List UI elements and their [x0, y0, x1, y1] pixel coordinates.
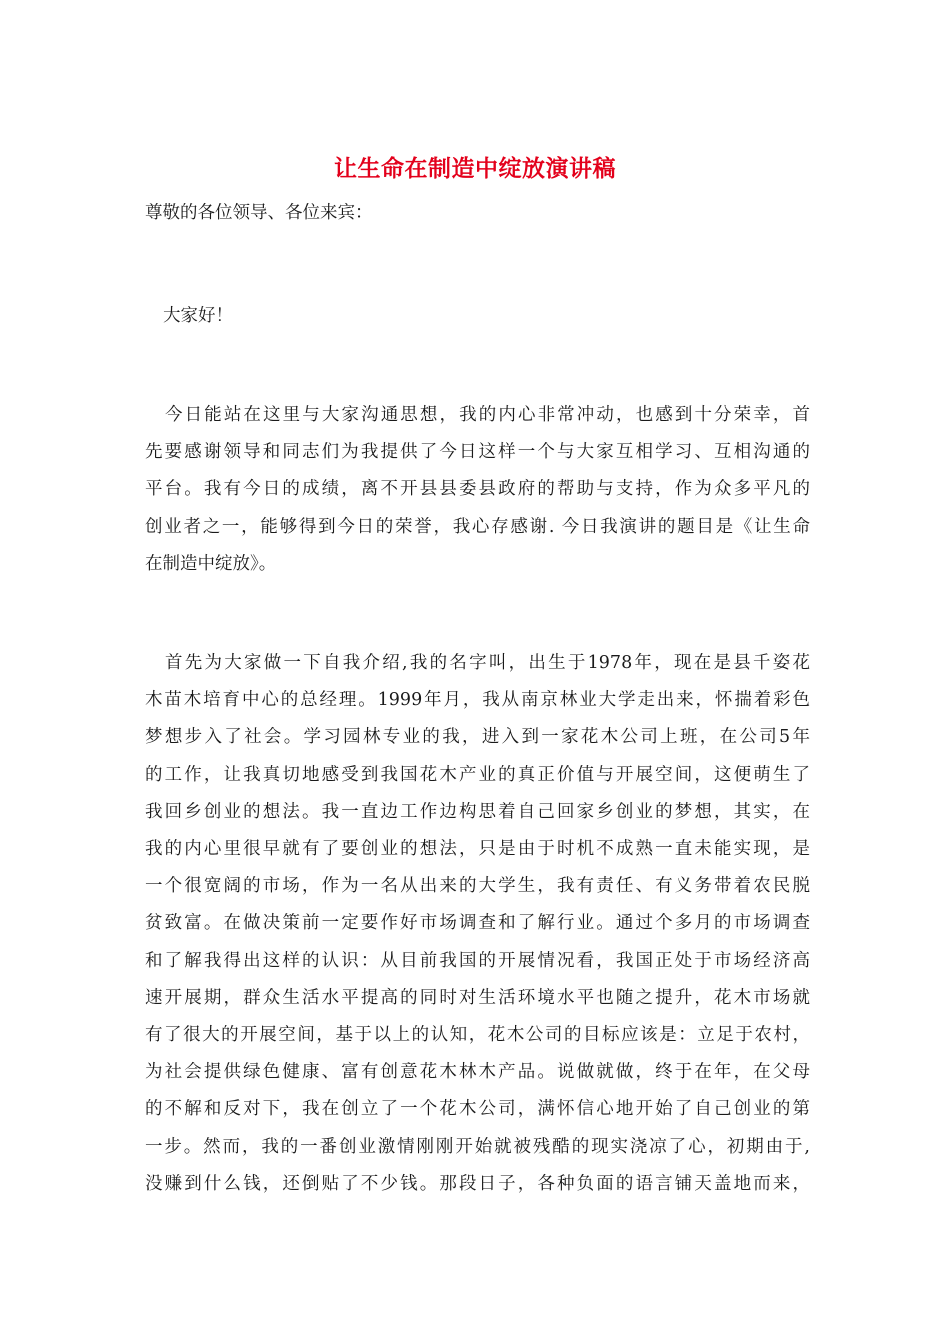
text-line: 一步。然而，我的一番创业激情刚刚开始就被残酷的现实浇凉了心，初期由于, — [145, 1136, 810, 1157]
text-line: 在制造中绽放》。 — [145, 553, 277, 574]
text-line: 首先为大家做一下自我介绍,我的名字叫，出生于1978年，现在是县千姿花 — [165, 653, 810, 673]
text-line: 有了很大的开展空间，基于以上的认知，花木公司的目标应该是：立足于农村， — [145, 1025, 810, 1046]
paragraph-self-introduction — [145, 645, 810, 1203]
text-line: 和了解我得出这样的认识：从目前我国的开展情况看，我国正处于市场经济高 — [145, 950, 810, 971]
text-line: 我回乡创业的想法。我一直边工作边构思着自己回家乡创业的梦想，其实，在 — [145, 801, 810, 822]
text-line: 木苗木培育中心的总经理。1999年月，我从南京林业大学走出来，怀揣着彩色 — [145, 690, 810, 711]
text-line: 没赚到什么钱，还倒贴了不少钱。那段日子，各种负面的语言铺天盖地而来， — [145, 1173, 810, 1194]
salutation: 尊敬的各位领导、各位来宾： — [145, 203, 373, 223]
text-line: 贫致富。在做决策前一定要作好市场调查和了解行业。通过个多月的市场调查 — [145, 913, 810, 934]
greeting: 大家好！ — [163, 306, 233, 326]
text-line: 创业者之一，能够得到今日的荣誉，我心存感谢. 今日我演讲的题目是《让生命 — [145, 516, 810, 537]
text-line: 一个很宽阔的市场，作为一名从出来的大学生，我有责任、有义务带着农民脱 — [145, 876, 810, 897]
text-line: 平台。我有今日的成绩，离不开县县委县政府的帮助与支持，作为众多平凡的 — [145, 479, 810, 500]
text-line: 今日能站在这里与大家沟通思想，我的内心非常冲动，也感到十分荣幸，首 — [165, 405, 810, 425]
text-line: 先要感谢领导和同志们为我提供了今日这样一个与大家互相学习、互相沟通的 — [145, 442, 810, 463]
paragraph-intro — [145, 397, 810, 583]
text-line: 的不解和反对下，我在创立了一个花木公司，满怀信心地开始了自己创业的第 — [145, 1099, 810, 1120]
text-line: 速开展期，群众生活水平提高的同时对生活环境水平也随之提升，花木市场就 — [145, 987, 810, 1008]
text-line: 梦想步入了社会。学习园林专业的我，进入到一家花木公司上班，在公司5年 — [145, 727, 810, 748]
text-line: 的工作，让我真切地感受到我国花木产业的真正价值与开展空间，这便萌生了 — [145, 764, 810, 785]
text-line: 为社会提供绿色健康、富有创意花木林木产品。说做就做，终于在年，在父母 — [145, 1062, 810, 1083]
document-title: 让生命在制造中绽放演讲稿 — [334, 155, 616, 182]
text-line: 我的内心里很早就有了要创业的想法，只是由于时机不成熟一直未能实现，是 — [145, 839, 810, 860]
